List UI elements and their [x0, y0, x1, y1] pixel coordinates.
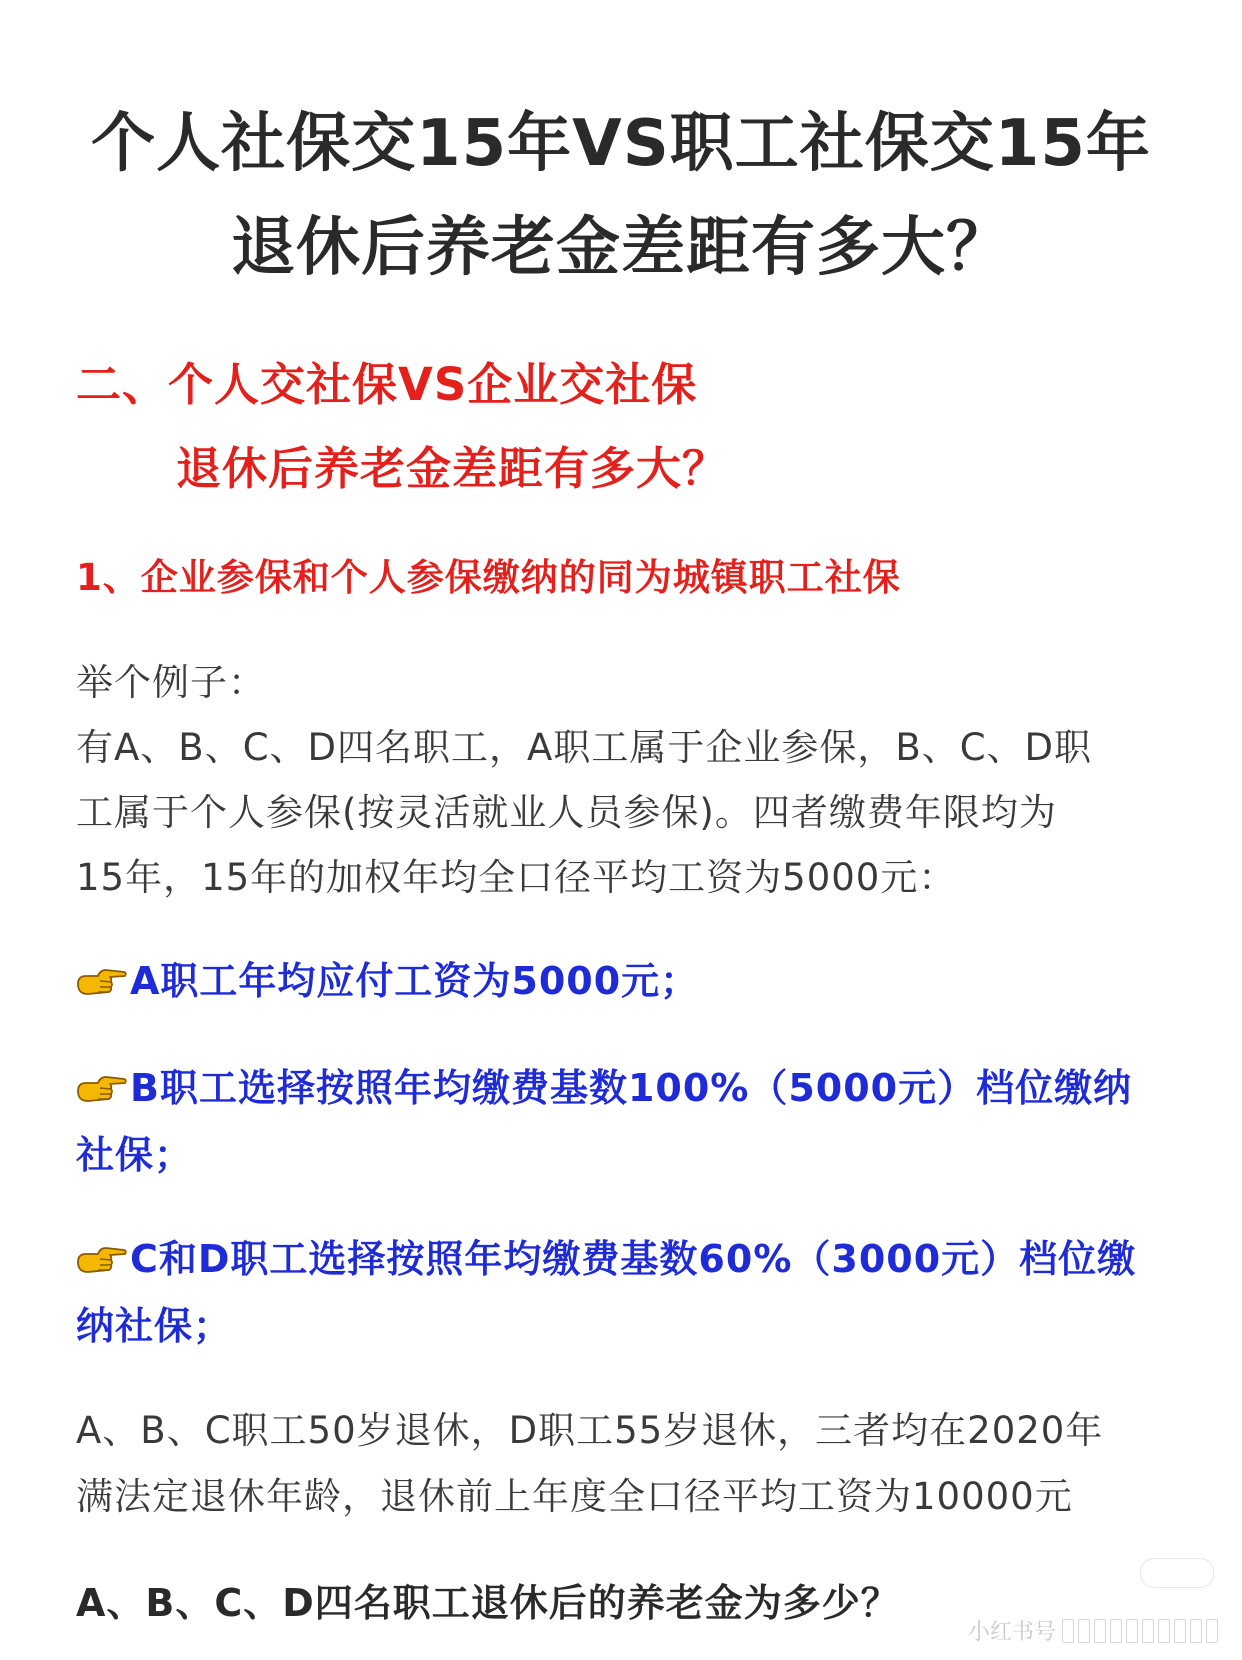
bullet-text: B职工选择按照年均缴费基数100%（5000元）档位缴纳 [130, 1066, 1133, 1110]
bullet-item-cd [76, 1228, 1136, 1283]
bullet-item-b-cont: 社保； [76, 1133, 194, 1177]
watermark [968, 1615, 1218, 1646]
example-line: 有A、B、C、D四名职工，A职工属于企业参保，B、C、D职 [76, 726, 1093, 769]
retirement-line: A、B、C职工50岁退休，D职工55岁退休，三者均在2020年 [76, 1409, 1104, 1452]
pointing-hand-icon [76, 1242, 128, 1276]
page-title-line1: 个人社保交15年VS职工社保交15年 [91, 107, 1151, 181]
section-heading-line1: 二、个人交社保VS企业交社保 [76, 358, 698, 411]
pointing-hand-icon [76, 1071, 128, 1105]
example-intro: 举个例子： [76, 661, 266, 704]
pointing-hand-icon [76, 964, 128, 998]
sub-heading: 1、企业参保和个人参保缴纳的同为城镇职工社保 [76, 556, 901, 599]
example-line: 工属于个人参保(按灵活就业人员参保)。四者缴费年限均为 [76, 791, 1057, 834]
watermark-badge [1140, 1558, 1214, 1588]
retirement-line: 满法定退休年龄，退休前上年度全口径平均工资为10000元 [76, 1475, 1073, 1518]
closing-question: A、B、C、D四名职工退休后的养老金为多少？ [76, 1581, 900, 1625]
bullet-item-b [76, 1057, 1132, 1112]
watermark-id-blocks [1062, 1619, 1218, 1643]
bullet-item-a [76, 950, 699, 1005]
watermark-text: 小红书号 [967, 1620, 1056, 1645]
bullet-item-cd-cont: 纳社保； [76, 1304, 233, 1348]
bullet-text: C和D职工选择按照年均缴费基数60%（3000元）档位缴 [130, 1237, 1137, 1281]
bullet-text: A职工年均应付工资为5000元； [130, 959, 700, 1003]
section-heading-line2: 退休后养老金差距有多大？ [176, 442, 729, 495]
example-line: 15年，15年的加权年均全口径平均工资为5000元： [76, 856, 957, 899]
page-title-line2: 退休后养老金差距有多大？ [231, 211, 1011, 285]
